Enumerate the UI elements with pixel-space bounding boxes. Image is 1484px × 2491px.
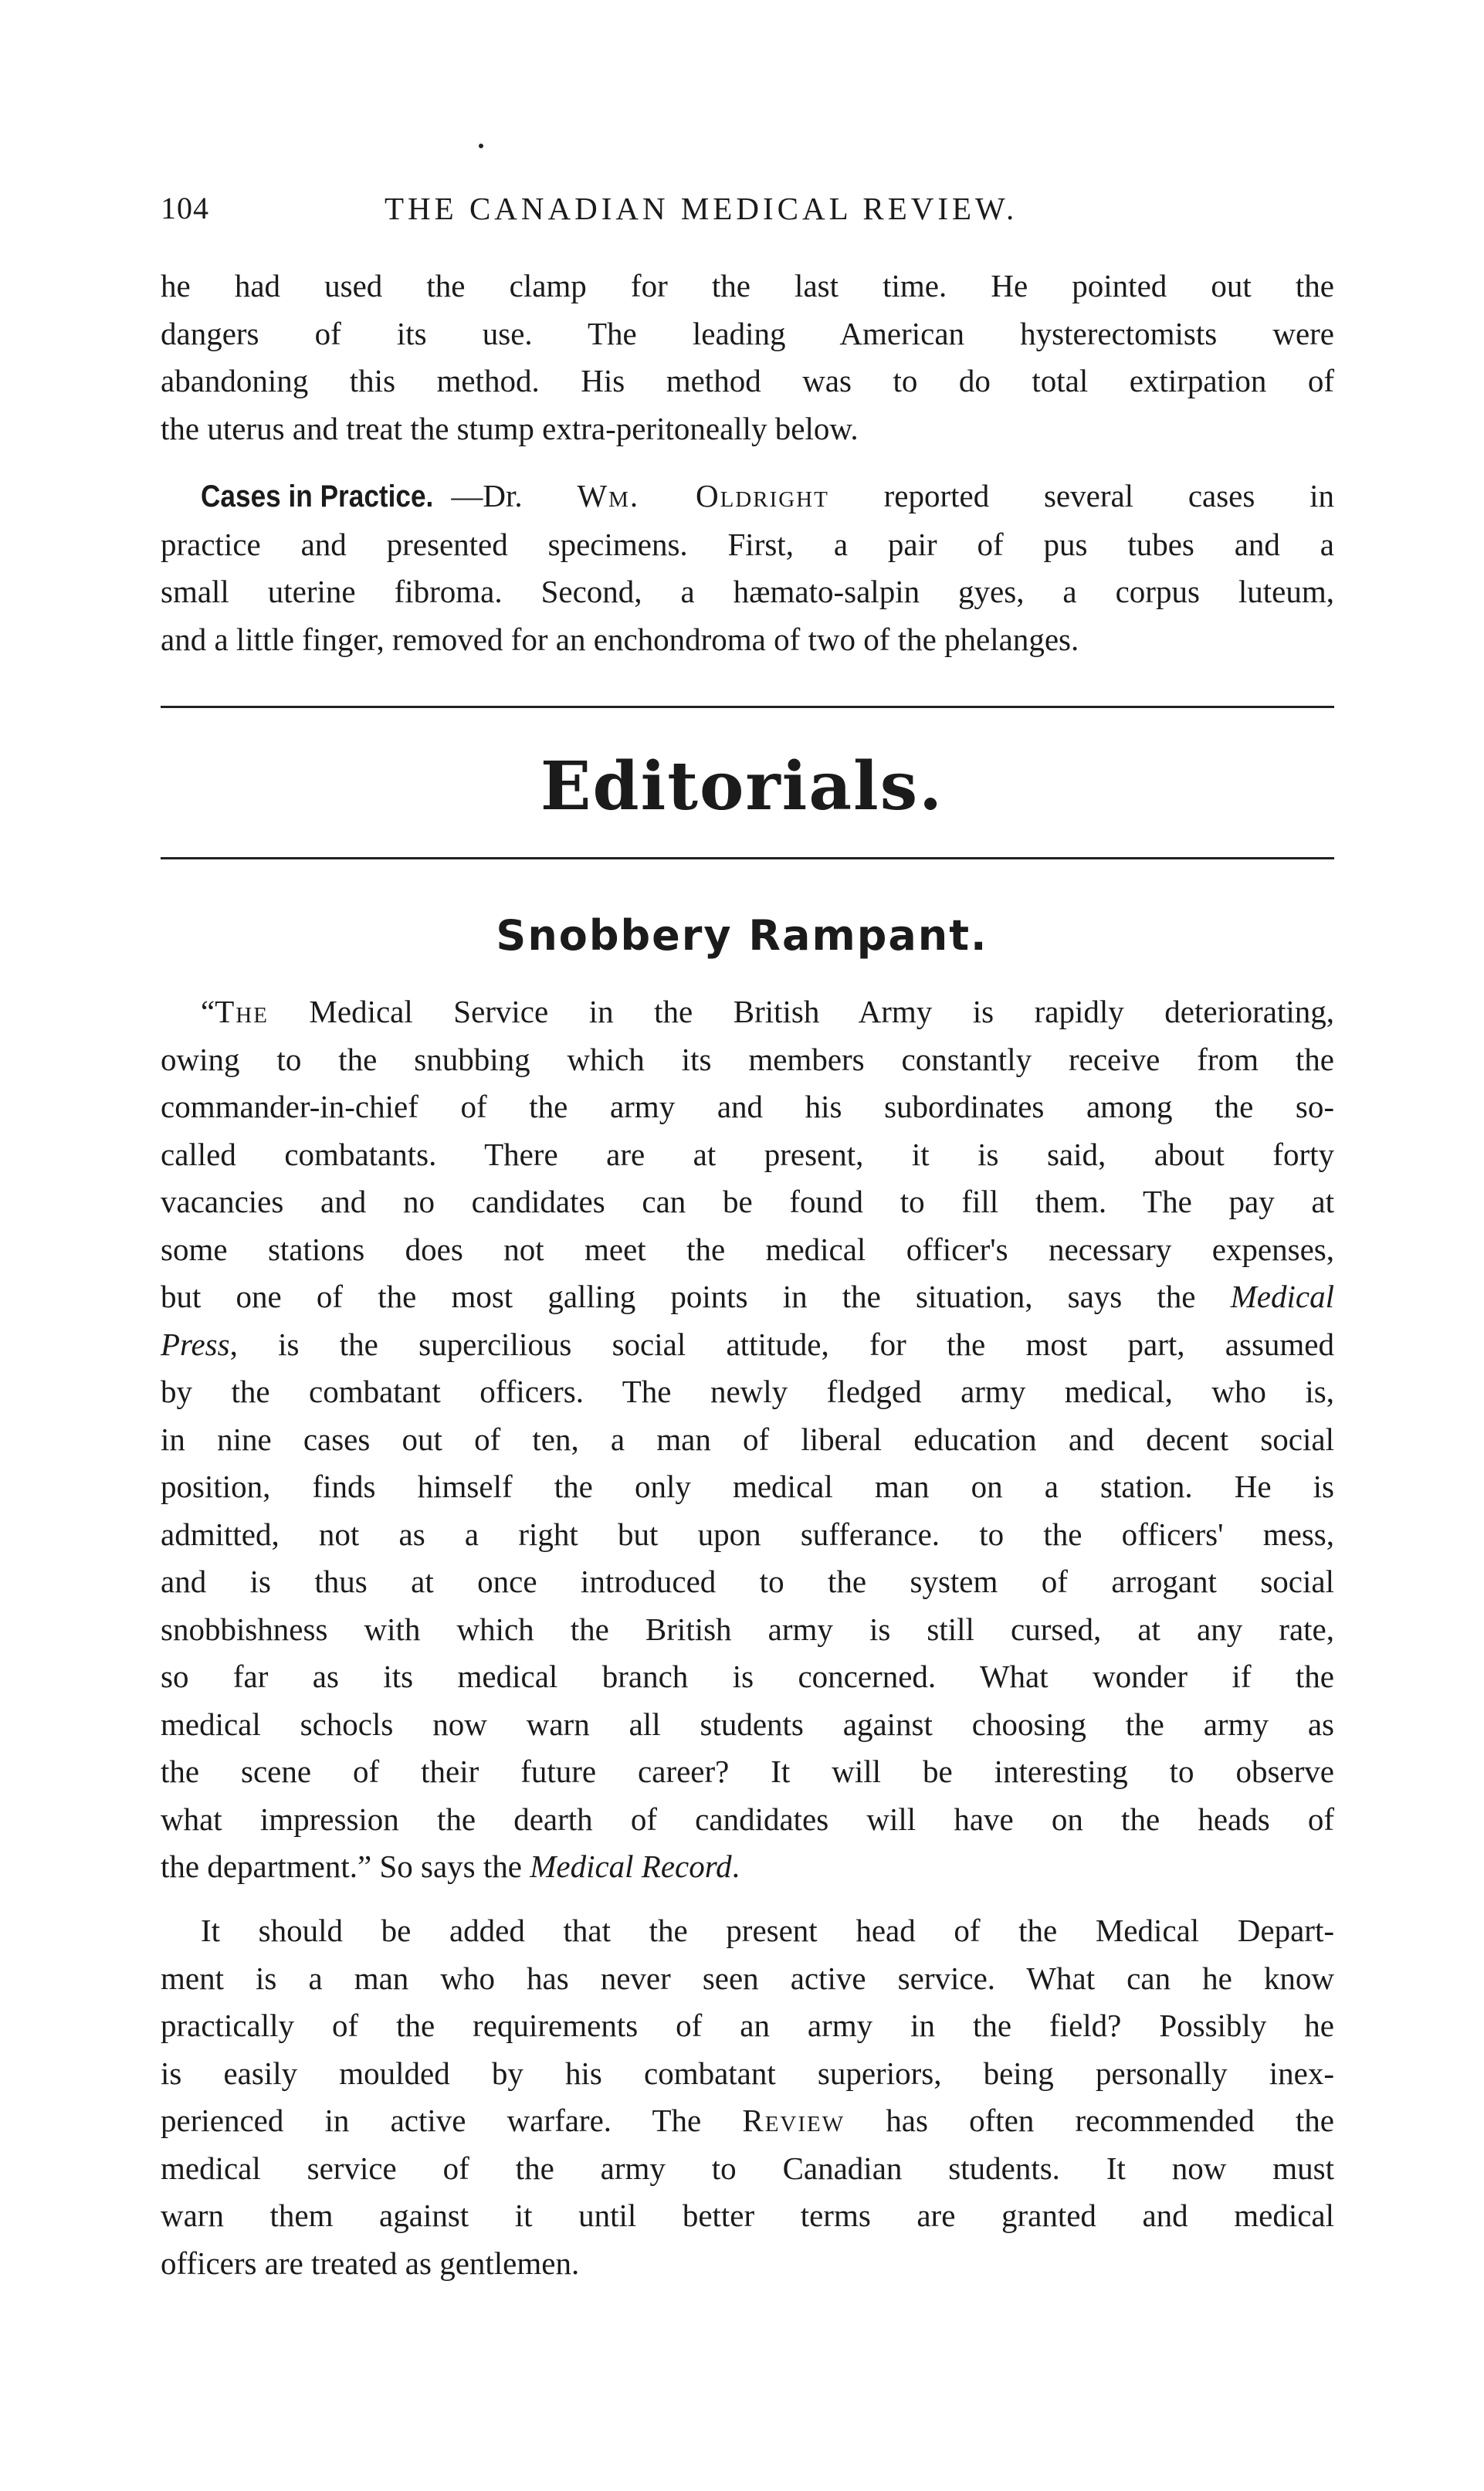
- em-dash: —: [451, 478, 483, 513]
- text-line: what impression the dearth of candidates will have on the heads of: [161, 1801, 1334, 1837]
- text-line: position, finds himself the only medical man on a station. He is: [161, 1469, 1334, 1504]
- line-rest: reported several cases in: [828, 478, 1334, 513]
- text-line: It should be added that the present head of the Medical Depart-: [201, 1913, 1334, 1948]
- text-line: medical service of the army to Canadian students. It now must: [161, 2150, 1334, 2186]
- article-paragraph-2: [161, 1907, 1334, 2287]
- text-line: ment is a man who has never seen active service. What can he know: [161, 1960, 1334, 1996]
- text-line: so far as its medical branch is concerned. What wonder if the: [161, 1659, 1334, 1694]
- continued-paragraph: [161, 263, 1334, 452]
- text-line: small uterine fibroma. Second, a hæmato-salpin gyes, a corpus luteum,: [161, 574, 1334, 609]
- doctor-prefix: Dr.: [483, 478, 578, 513]
- text-line: and is thus at once introduced to the system of arrogant social: [161, 1564, 1334, 1599]
- text-line: by the combatant officers. The newly fledged army medical, who is,: [161, 1374, 1334, 1409]
- print-speck: [479, 144, 483, 148]
- small-caps-word: Review: [742, 2103, 845, 2138]
- text-line: [161, 1273, 1334, 1321]
- text-line: [161, 473, 1334, 521]
- text-line: [161, 1321, 1334, 1369]
- text-line: in nine cases out of ten, a man of liberal education and decent social: [161, 1421, 1334, 1457]
- divider-rule-bottom: [161, 857, 1334, 859]
- doctor-name: Wm. Oldright: [577, 478, 829, 513]
- run-in-heading: Cases in Practice.: [201, 480, 434, 513]
- line-rest: , is the supercilious social attitude, for the most part, assumed: [229, 1326, 1334, 1362]
- period: .: [731, 1849, 740, 1884]
- text-line: medical schocls now warn all students against choosing the army as: [161, 1706, 1334, 1742]
- text-line: owing to the snubbing which its members constantly receive from the: [161, 1041, 1334, 1077]
- publication-name: Medical: [1230, 1279, 1334, 1314]
- line-text: but one of the most galling points in the situation, says the: [161, 1279, 1231, 1314]
- divider-rule-top: [161, 706, 1334, 708]
- line-rest: Medical Service in the British Army is rapidly deteriorating,: [268, 994, 1334, 1029]
- text-line: snobbishness with which the British army is still cursed, at any rate,: [161, 1611, 1334, 1647]
- text-line: warn them against it until better terms are granted and medical: [161, 2198, 1334, 2233]
- text-line: the scene of their future career? It will be interesting to observe: [161, 1754, 1334, 1789]
- text-line: practice and presented specimens. First, a pair of pus tubes and a: [161, 526, 1334, 562]
- text-line: he had used the clamp for the last time. He pointed out the: [161, 268, 1334, 303]
- publication-name: Medical Record: [530, 1849, 732, 1884]
- text-line: vacancies and no candidates can be found to fill them. The pay at: [161, 1184, 1334, 1219]
- small-caps-word: The: [215, 994, 269, 1029]
- line-text: the department.” So says the: [161, 1849, 530, 1884]
- open-quote: “: [201, 994, 215, 1029]
- running-head: [161, 190, 1334, 244]
- text-line: admitted, not as a right but upon sufferance. to the officers' mess,: [161, 1516, 1334, 1552]
- article-title: Snobbery Rampant.: [496, 911, 988, 960]
- journal-title: THE CANADIAN MEDICAL REVIEW.: [385, 191, 1018, 226]
- page-number: 104: [161, 191, 209, 225]
- text-line: [161, 1843, 1334, 1891]
- text-line: abandoning this method. His method was to do total extirpation of: [161, 363, 1334, 398]
- section-title: Editorials.: [540, 747, 944, 825]
- text-line: officers are treated as gentlemen.: [161, 2245, 580, 2281]
- line-rest: has often recommended the: [845, 2103, 1334, 2138]
- text-line: some stations does not meet the medical officer's necessary expenses,: [161, 1231, 1334, 1267]
- cases-in-practice-paragraph: [161, 473, 1334, 663]
- text-line: the uterus and treat the stump extra-peritoneally below.: [161, 410, 859, 446]
- text-line: and a little finger, removed for an enchondroma of two of the phelanges.: [161, 621, 1079, 657]
- text-line: commander-in-chief of the army and his subordinates among the so-: [161, 1089, 1334, 1124]
- text-line: [161, 2097, 1334, 2145]
- text-line: dangers of its use. The leading American hysterectomists were: [161, 315, 1334, 351]
- text-line: called combatants. There are at present, it is said, about forty: [161, 1136, 1334, 1172]
- publication-name: Press: [161, 1326, 230, 1362]
- article-paragraph-1: [161, 988, 1334, 1891]
- text-line: is easily moulded by his combatant superiors, being personally inex-: [161, 2055, 1334, 2091]
- text-line: [161, 988, 1334, 1036]
- line-text: perienced in active warfare. The: [161, 2103, 743, 2138]
- text-line: practically of the requirements of an army in the field? Possibly he: [161, 2008, 1334, 2043]
